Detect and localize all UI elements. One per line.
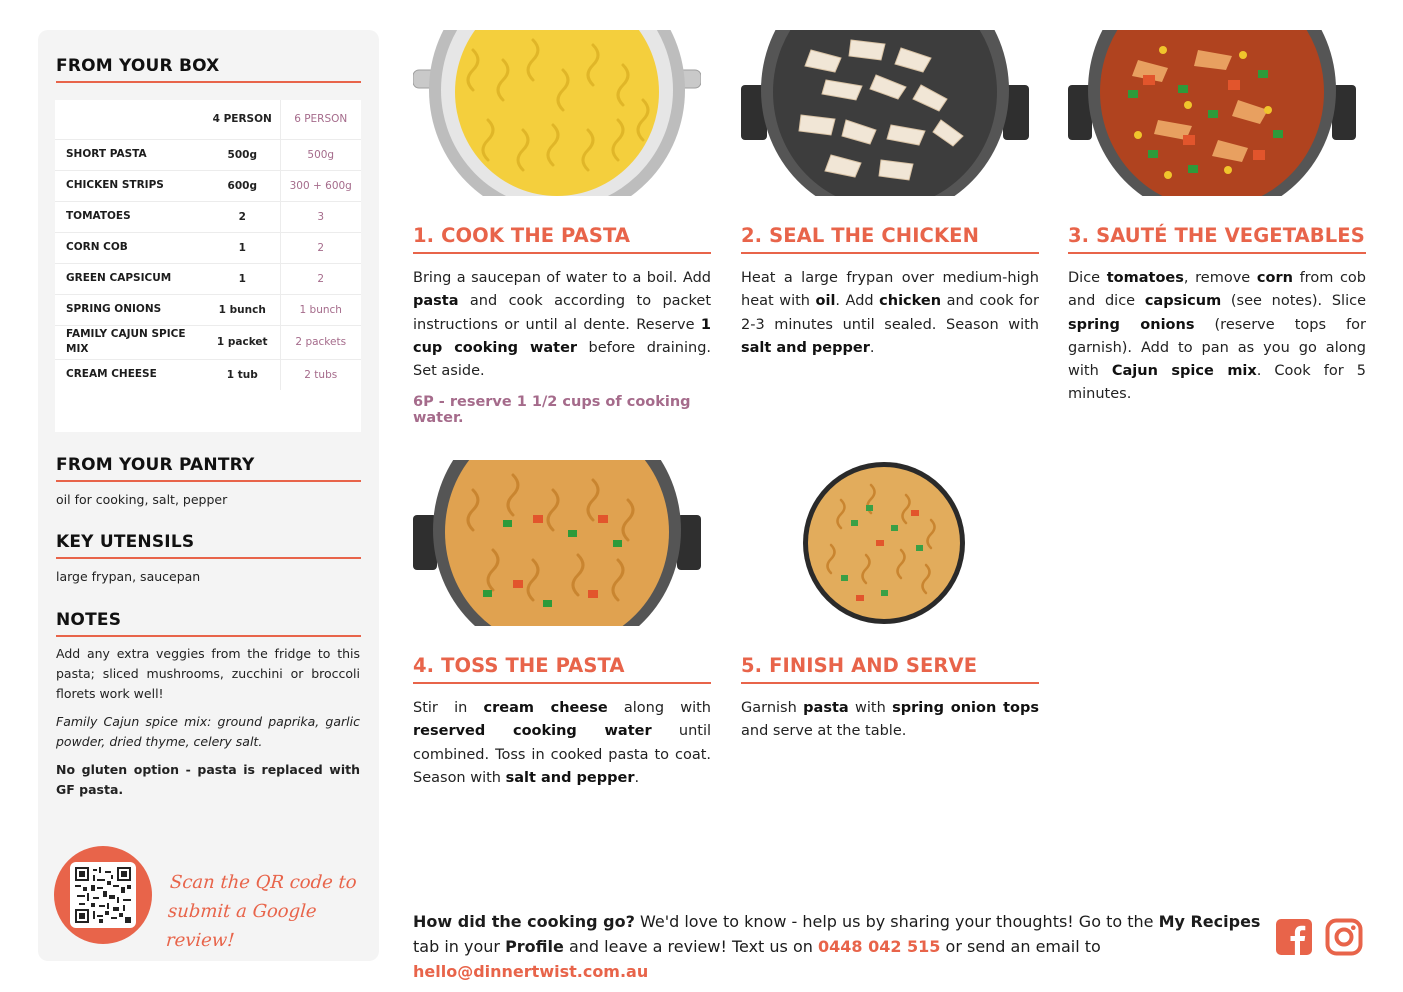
highlight-ingredient: tomatoes — [1106, 270, 1184, 286]
ingredient-name: TOMATOES — [66, 209, 131, 222]
step-text: (see notes). Slice — [1221, 293, 1366, 310]
qty-4-person: 1 bunch — [218, 303, 266, 316]
table-row — [55, 359, 361, 390]
facebook-icon[interactable] — [1275, 918, 1313, 956]
footer-text-3: and leave a review! Text us on — [563, 937, 818, 956]
step-text: . — [869, 339, 875, 356]
table-row — [55, 170, 361, 201]
step-text: Bring a saucepan of water to a boil. Add — [413, 270, 711, 286]
step-3-title: 3. SAUTÉ THE VEGETABLES — [1068, 224, 1366, 254]
qr-code-badge[interactable] — [54, 846, 152, 944]
step-3-photo — [1068, 30, 1356, 196]
step-text: Garnish — [741, 700, 804, 716]
step-text: . Add — [835, 293, 880, 310]
qty-6-person: 3 — [280, 201, 361, 232]
step-text: along with — [607, 700, 712, 716]
step-5-photo — [741, 460, 1029, 626]
step-2-photo — [741, 30, 1029, 196]
highlight-ingredient: Cajun spice mix — [1111, 363, 1257, 380]
ingredient-name: SHORT PASTA — [66, 147, 147, 160]
qty-4-person: 2 — [238, 210, 246, 223]
qty-6-person: 2 — [280, 263, 361, 294]
footer-question: How did the cooking go? — [413, 912, 635, 931]
step-2-title: 2. SEAL THE CHICKEN — [741, 224, 1039, 254]
table-row — [55, 263, 361, 294]
from-your-box-heading: FROM YOUR BOX — [56, 56, 361, 83]
qty-6-person: 300 + 600g — [280, 170, 361, 201]
step-4-title: 4. TOSS THE PASTA — [413, 654, 711, 684]
highlight-ingredient: reserved cooking water — [413, 723, 652, 740]
qty-6-person: 500g — [280, 139, 361, 170]
highlight-ingredient: salt and pepper — [505, 769, 635, 786]
step-text: Heat a large frypan over medium-high heat with — [741, 270, 1039, 310]
step-text: (reserve tops for garnish). Add to pan as you go along with — [1068, 316, 1366, 380]
step-1-photo — [413, 30, 701, 196]
step-1-title: 1. COOK THE PASTA — [413, 224, 711, 254]
highlight-ingredient: spring onion tops — [892, 700, 1039, 716]
step-text: . Cook for 5 minutes. — [1068, 363, 1366, 403]
ingredient-name: CORN COB — [66, 240, 128, 253]
step-text: and cook for 2-3 minutes until sealed. Season with — [741, 293, 1039, 333]
ingredients-table — [55, 100, 361, 432]
profile-link[interactable]: Profile — [505, 937, 564, 956]
qty-6-person: 2 packets — [280, 325, 361, 359]
email-link[interactable]: hello@dinnertwist.com.au — [413, 962, 649, 981]
from-your-pantry-heading: FROM YOUR PANTRY — [56, 455, 361, 482]
highlight-ingredient: chicken — [879, 293, 942, 310]
step-text: with — [848, 700, 893, 716]
step-text: Stir in — [413, 700, 484, 716]
table-row — [55, 232, 361, 263]
highlight-ingredient: cream cheese — [483, 700, 608, 716]
step-5-title: 5. FINISH AND SERVE — [741, 654, 1039, 684]
key-utensils-heading: KEY UTENSILS — [56, 532, 361, 559]
qty-6-person: 2 — [280, 232, 361, 263]
table-row — [55, 201, 361, 232]
table-row — [55, 325, 361, 359]
note-spice-mix: Family Cajun spice mix: ground paprika, garlic powder, dried thyme, celery salt. — [56, 714, 360, 749]
feedback-footer — [413, 909, 1263, 984]
qty-4-person: 500g — [227, 148, 257, 161]
table-row — [55, 139, 361, 170]
notes-block — [56, 644, 360, 808]
phone-link[interactable]: 0448 042 515 — [817, 937, 941, 956]
step-text: Dice — [1068, 270, 1107, 286]
qty-6-person: 1 bunch — [280, 294, 361, 325]
step-text: before draining. Set aside. — [413, 339, 712, 380]
utensils-text: large frypan, saucepan — [56, 569, 201, 584]
qr-code-icon — [75, 867, 131, 923]
qr-call-to-action — [165, 868, 371, 955]
qty-4-person: 600g — [227, 179, 257, 192]
ingredient-name: SPRING ONIONS — [66, 302, 162, 315]
qr-cta-line-2: submit a Google review! — [165, 901, 318, 951]
highlight-ingredient: corn — [1256, 270, 1293, 286]
notes-heading: NOTES — [56, 610, 361, 637]
step-2-body — [741, 267, 1039, 360]
qty-4-person: 1 — [238, 241, 246, 254]
highlight-ingredient: oil — [815, 293, 836, 310]
my-recipes-link[interactable]: My Recipes — [1158, 912, 1261, 931]
col-6-person: 6 PERSON — [280, 100, 361, 139]
ingredient-name: GREEN CAPSICUM — [66, 271, 172, 284]
highlight-ingredient: 1 cup cooking water — [413, 316, 711, 356]
step-text: from cob and dice — [1068, 270, 1367, 310]
step-text: and cook according to packet instructions or until al dente. Reserve — [413, 293, 711, 333]
highlight-ingredient: salt and pepper — [741, 339, 870, 356]
instagram-icon[interactable] — [1325, 918, 1363, 956]
footer-text-1: We'd love to know - help us by sharing your thoughts! Go to the — [634, 912, 1159, 931]
table-corner — [55, 100, 205, 139]
qty-4-person: 1 tub — [226, 368, 258, 381]
note-extra-veggies: Add any extra veggies from the fridge to this pasta; sliced mushrooms, zucchini or broccoli florets work well! — [56, 646, 360, 701]
highlight-ingredient: spring onions — [1068, 316, 1195, 333]
step-text: and serve at the table. — [741, 723, 907, 740]
ingredient-name: CREAM CHEESE — [66, 368, 157, 381]
ingredient-name: CHICKEN STRIPS — [66, 178, 164, 191]
step-1-6p-note: 6P - reserve 1 1/2 cups of cooking water. — [413, 394, 691, 426]
step-5-body — [741, 697, 1039, 744]
ingredients-sidebar — [38, 30, 379, 961]
step-4-body — [413, 697, 711, 790]
qty-4-person: 1 — [238, 272, 246, 285]
step-text: , remove — [1183, 270, 1257, 286]
step-text: until combined. Toss in cooked pasta to coat. Season with — [413, 723, 711, 786]
highlight-ingredient: pasta — [803, 700, 849, 716]
col-4-person: 4 PERSON — [212, 113, 272, 126]
highlight-ingredient: capsicum — [1144, 293, 1222, 310]
step-text: . — [634, 769, 640, 786]
table-row — [55, 294, 361, 325]
highlight-ingredient: pasta — [413, 293, 459, 310]
footer-text-2: tab in your — [413, 937, 506, 956]
footer-text-4: or send an email to — [940, 937, 1101, 956]
ingredient-name: FAMILY CAJUN SPICE MIX — [66, 327, 186, 355]
step-1-body — [413, 267, 711, 383]
qr-cta-line-1: Scan the QR code to — [169, 872, 358, 893]
step-4-photo — [413, 460, 701, 626]
pantry-text: oil for cooking, salt, pepper — [56, 492, 228, 507]
step-3-body — [1068, 267, 1366, 407]
qty-4-person: 1 packet — [216, 336, 268, 348]
note-gluten: No gluten option - pasta is replaced with GF pasta. — [56, 762, 360, 797]
qty-6-person: 2 tubs — [280, 359, 361, 390]
